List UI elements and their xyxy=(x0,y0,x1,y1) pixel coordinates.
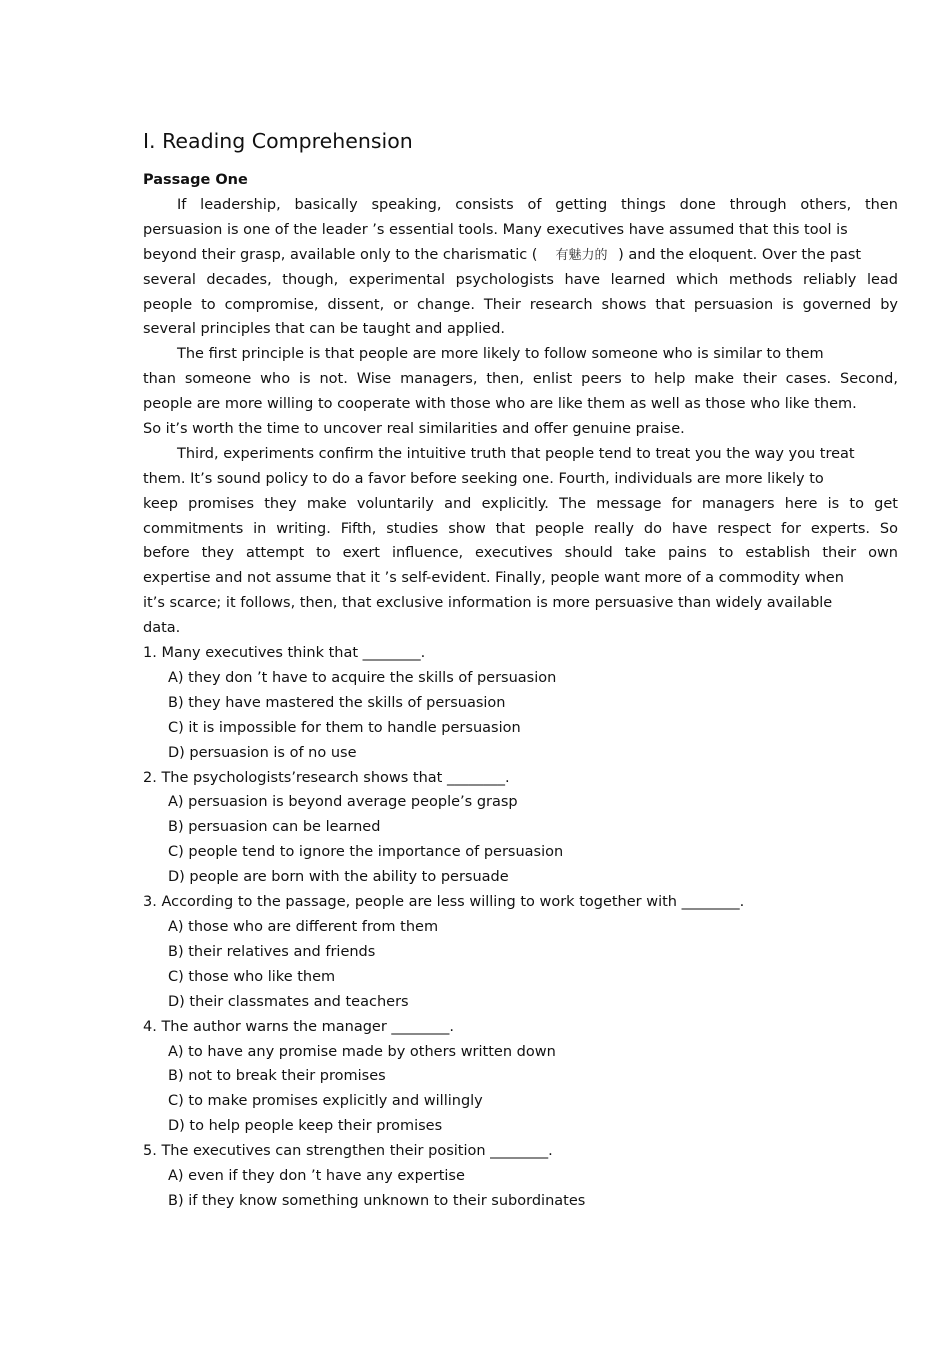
answer-option: B) they have mastered the skills of persuasion xyxy=(168,694,506,711)
passage-line: keep promises they make voluntarily and explicitly. The message for managers here is to get xyxy=(143,495,898,512)
answer-option: A) those who are different from them xyxy=(168,919,439,935)
question-stem: 2. The psychologists’research shows that ________. xyxy=(143,769,510,786)
passage-line: The first principle is that people are more likely to follow someone who is similar to them xyxy=(177,346,824,363)
question-stem: 5. The executives can strengthen their position ________. xyxy=(143,1143,553,1160)
answer-option: C) people tend to ignore the importance of persuasion xyxy=(168,844,564,861)
answer-option: C) those who like them xyxy=(168,968,336,985)
passage-text: beyond their grasp, available only to the charismatic ( xyxy=(143,246,538,263)
passage-paragraph xyxy=(143,193,898,342)
answer-option: A) persuasion is beyond average people’s grasp xyxy=(168,794,518,811)
answer-option: D) persuasion is of no use xyxy=(168,744,357,761)
passage-line: several decades, though, experimental psychologists have learned which methods reliably lead xyxy=(143,271,898,288)
question-stem: 1. Many executives think that ________. xyxy=(143,645,426,662)
answer-option: A) they don ’t have to acquire the skills of persuasion xyxy=(168,669,557,686)
question-item xyxy=(143,1015,898,1140)
question-item xyxy=(143,766,898,891)
answer-option: C) to make promises explicitly and willingly xyxy=(168,1093,483,1110)
passage-paragraph xyxy=(143,442,898,641)
answer-option: B) their relatives and friends xyxy=(168,943,376,960)
passage-paragraph xyxy=(143,342,898,442)
passage-line: data. xyxy=(143,620,181,637)
passage-line xyxy=(143,243,898,268)
question-list xyxy=(143,641,898,1214)
question-item xyxy=(143,1139,898,1214)
gloss-chinese: 有魅力的 xyxy=(555,247,608,263)
passage-body xyxy=(143,193,898,641)
passage-text: ) and the eloquent. Over the past xyxy=(613,246,862,263)
passage-line: persuasion is one of the leader ’s essential tools. Many executives have assumed that this tool is xyxy=(143,221,848,238)
passage-line: them. It’s sound policy to do a favor before seeking one. Fourth, individuals are more likely to xyxy=(143,470,824,487)
answer-option: D) to help people keep their promises xyxy=(168,1118,443,1135)
answer-option: B) not to break their promises xyxy=(168,1068,386,1085)
passage-line: So it’s worth the time to uncover real similarities and offer genuine praise. xyxy=(143,421,685,438)
passage-line: commitments in writing. Fifth, studies show that people really do have respect for experts. So xyxy=(143,520,898,537)
passage-line: several principles that can be taught and applied. xyxy=(143,321,506,338)
answer-option: A) even if they don ’t have any expertise xyxy=(168,1168,465,1185)
passage-title: Passage One xyxy=(143,172,248,188)
answer-option: B) if they know something unknown to their subordinates xyxy=(168,1192,586,1209)
answer-option: B) persuasion can be learned xyxy=(168,819,381,836)
document-page xyxy=(143,126,898,1214)
question-stem: 4. The author warns the manager ________. xyxy=(143,1018,455,1035)
section-title: I. Reading Comprehension xyxy=(143,129,413,153)
answer-option: D) their classmates and teachers xyxy=(168,993,409,1010)
answer-option: A) to have any promise made by others written down xyxy=(168,1043,556,1060)
passage-line: Third, experiments confirm the intuitive truth that people tend to treat you the way you treat xyxy=(177,445,855,462)
question-item xyxy=(143,890,898,1015)
answer-option: C) it is impossible for them to handle persuasion xyxy=(168,719,521,736)
question-item xyxy=(143,641,898,766)
passage-line: expertise and not assume that it ’s self-evident. Finally, people want more of a commodity when xyxy=(143,570,844,587)
passage-line: people are more willing to cooperate with those who are like them as well as those who like them. xyxy=(143,396,857,413)
passage-line: than someone who is not. Wise managers, then, enlist peers to help make their cases. Second, xyxy=(143,371,898,388)
passage-line: If leadership, basically speaking, consists of getting things done through others, then xyxy=(177,197,898,213)
passage-line: it’s scarce; it follows, then, that exclusive information is more persuasive than widely available xyxy=(143,595,833,612)
passage-line: before they attempt to exert influence, executives should take pains to establish their own xyxy=(143,545,898,562)
passage-line: people to compromise, dissent, or change. Their research shows that persuasion is governed by xyxy=(143,296,898,313)
answer-option: D) people are born with the ability to persuade xyxy=(168,869,509,886)
question-stem: 3. According to the passage, people are less willing to work together with ________. xyxy=(143,894,745,911)
